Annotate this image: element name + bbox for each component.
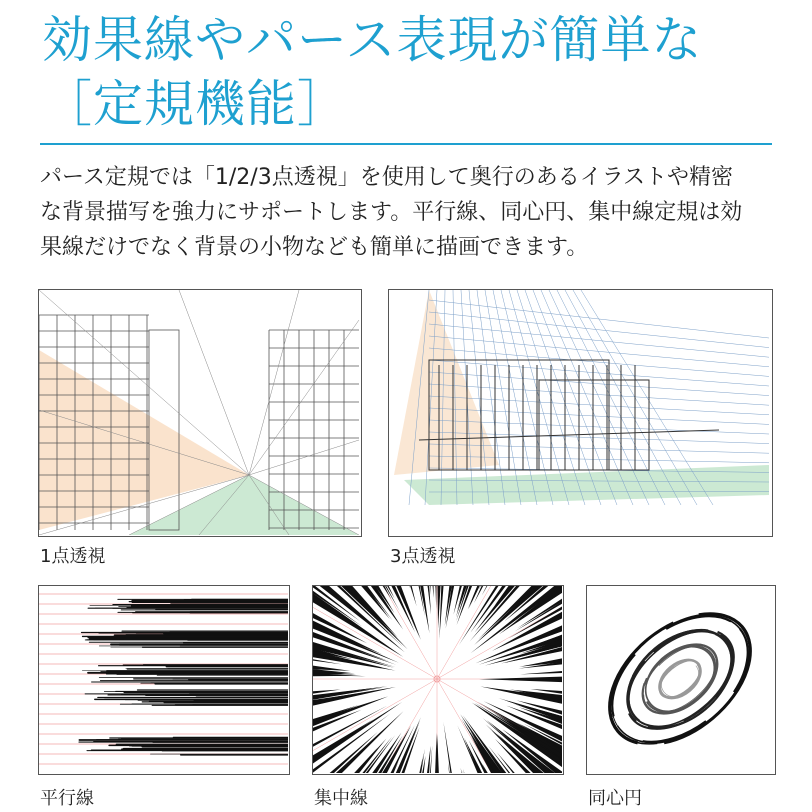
parallel-lines-image	[38, 585, 290, 775]
caption-one-point: 1点透視	[40, 546, 106, 567]
caption-parallel: 平行線	[40, 788, 94, 809]
caption-concentric: 同心円	[588, 788, 642, 809]
page-title: 効果線やパース表現が簡単な	[42, 11, 703, 69]
one-point-perspective-image	[38, 289, 362, 537]
perspective-green-fill	[404, 465, 769, 505]
ink-strokes	[79, 599, 288, 755]
three-point-perspective-image	[388, 289, 773, 537]
caption-three-point: 3点透視	[390, 546, 456, 567]
description	[40, 160, 780, 265]
concentric-circles-image	[586, 585, 776, 775]
title-divider	[40, 143, 772, 145]
caption-focus: 集中線	[314, 788, 368, 809]
focus-lines-image	[312, 585, 564, 775]
page-subtitle: ［定規機能］	[42, 75, 348, 133]
description-line: な背景描写を強力にサポートします。平行線、同心円、集中線定規は効	[40, 200, 743, 225]
description-line: パース定規では「1/2/3点透視」を使用して奥行のあるイラストや精密	[40, 165, 734, 190]
ellipse-strokes	[587, 587, 774, 771]
description-line: 果線だけでなく背景の小物なども簡単に描画できます。	[40, 235, 589, 260]
